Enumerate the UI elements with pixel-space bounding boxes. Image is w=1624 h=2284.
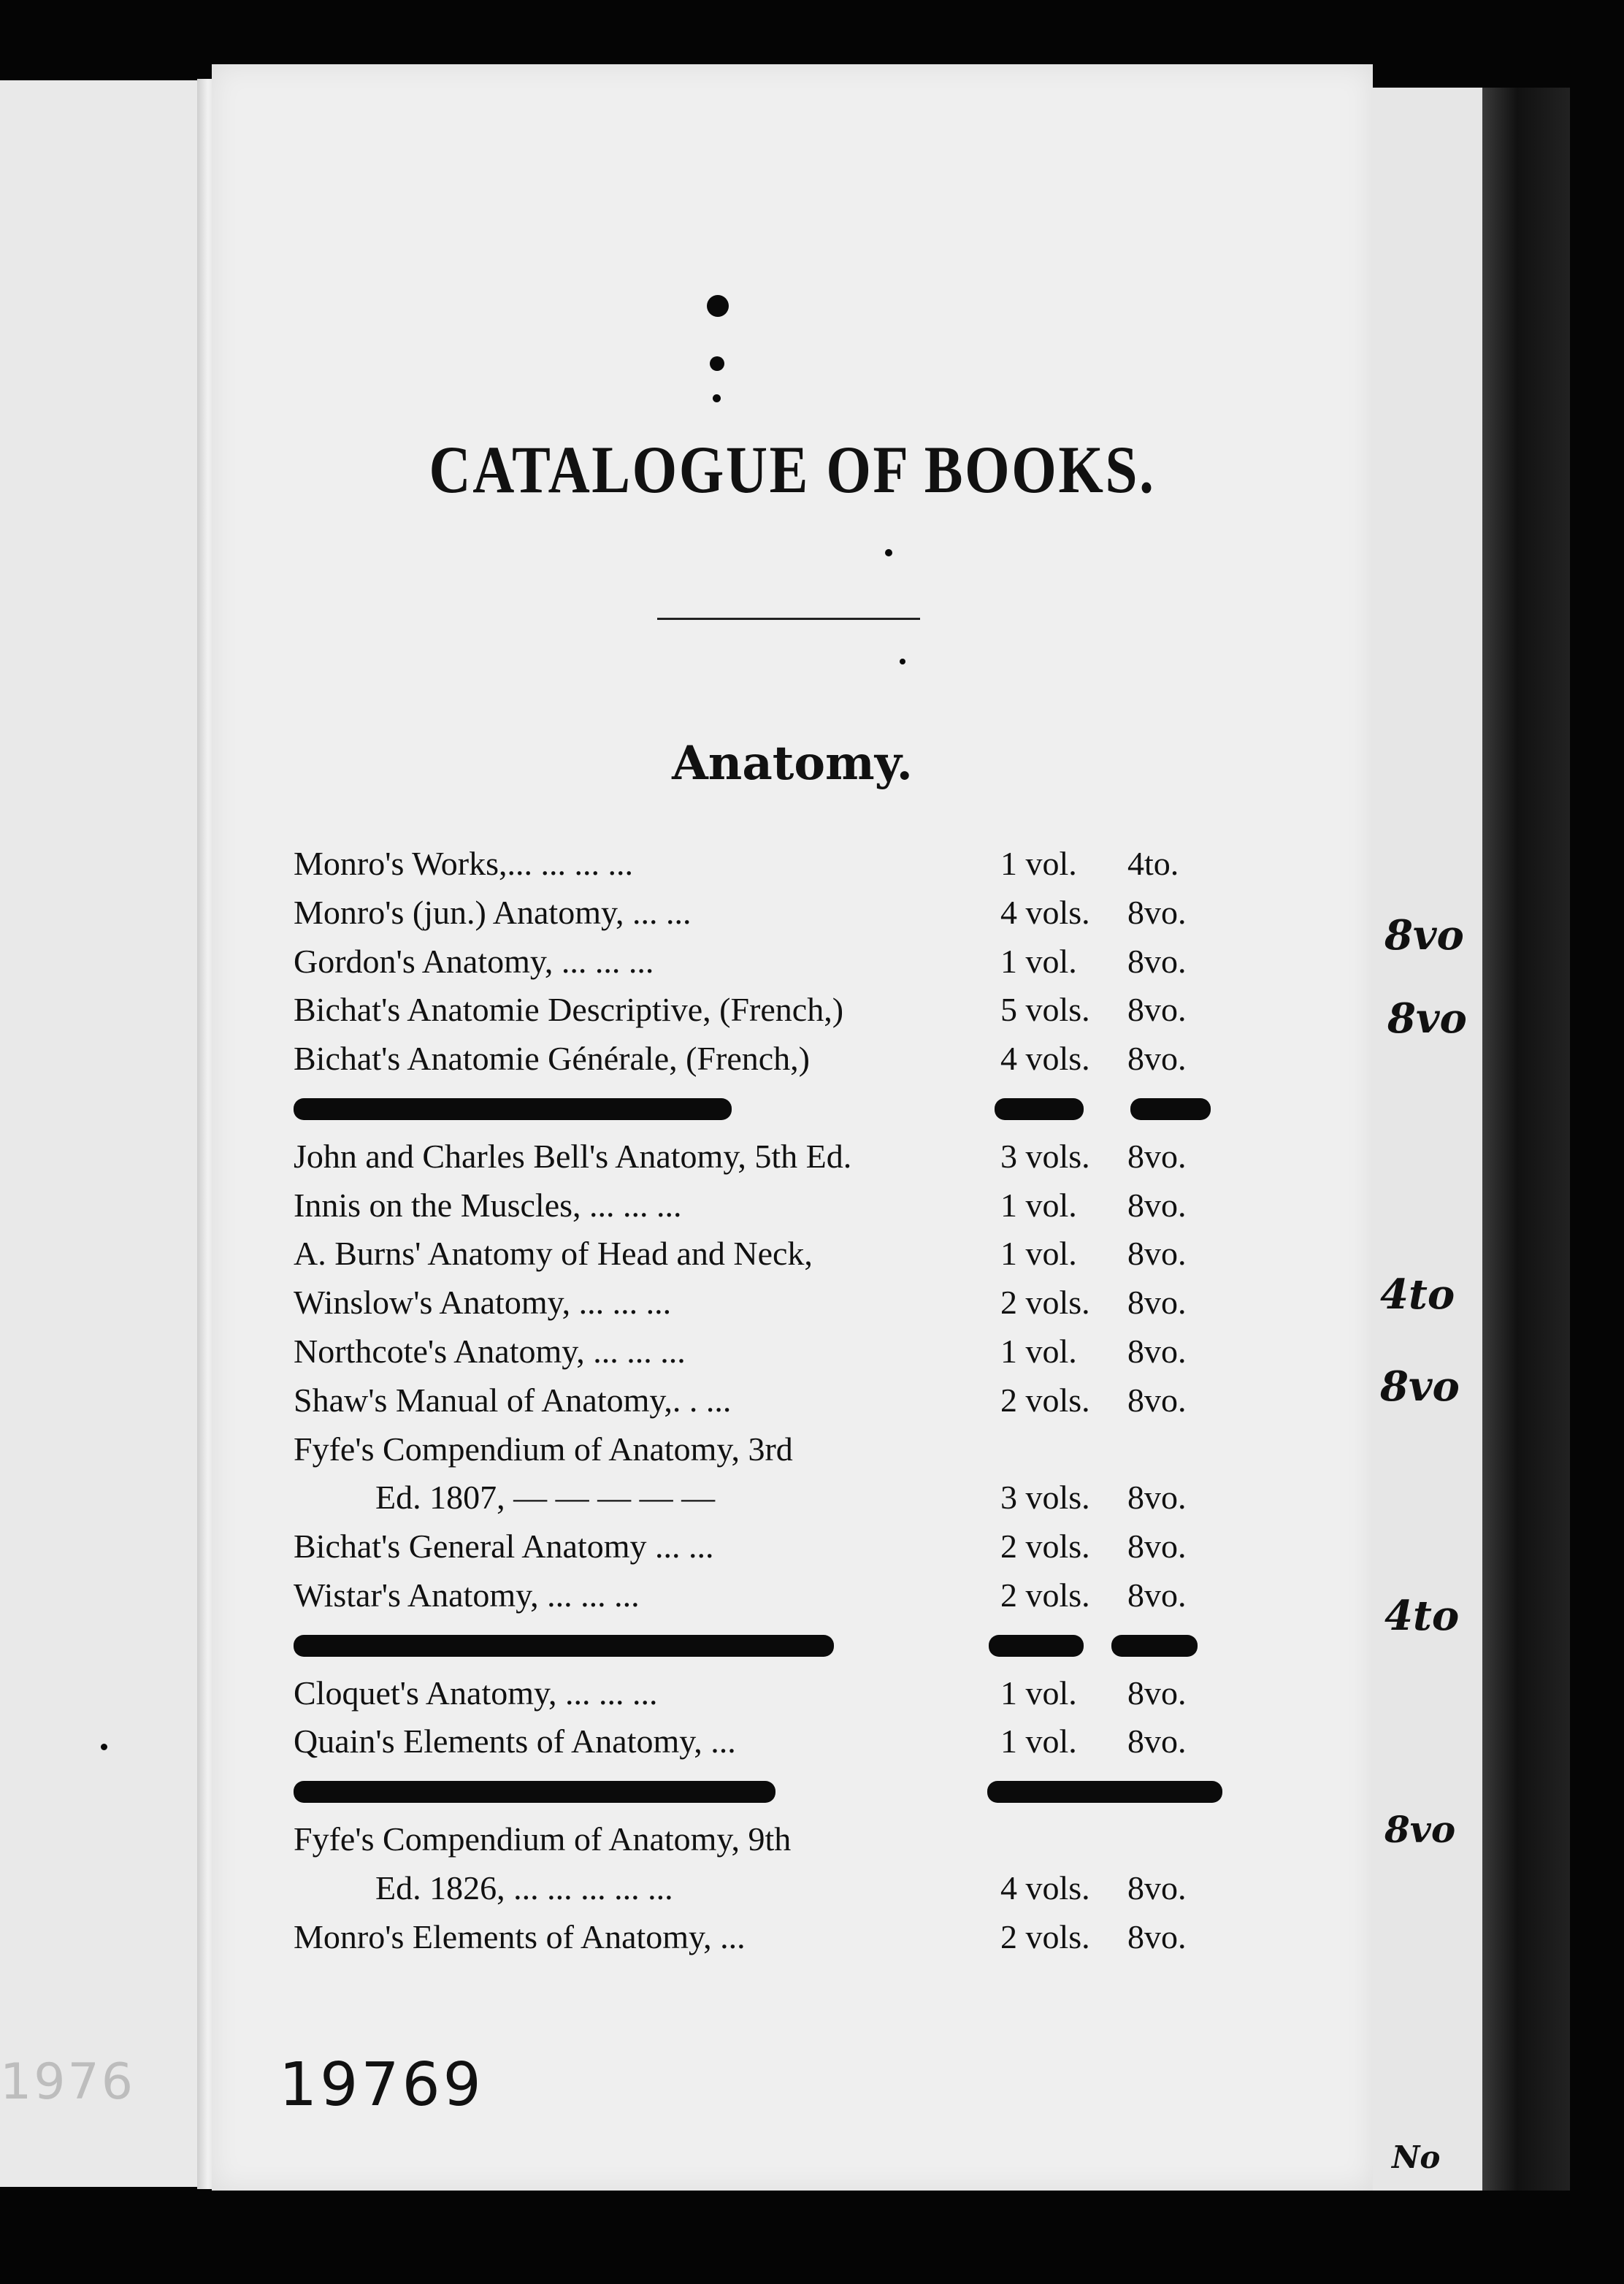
entry-title: Ed. 1826, ... ... ... ... ... <box>375 1869 673 1906</box>
entry-title: Northcote's Anatomy, ... ... ... <box>294 1332 686 1370</box>
entry-volumes: 1 vol. <box>1000 1186 1077 1224</box>
book-entry <box>294 938 1236 986</box>
left-page <box>0 80 202 2187</box>
entry-volumes: 1 vol. <box>1000 845 1077 882</box>
entry-volumes: 1 vol. <box>1000 1235 1077 1273</box>
ink-strikeout <box>987 1781 1222 1803</box>
redacted-entry <box>294 1766 1236 1815</box>
entry-title: Fyfe's Compendium of Anatomy, 9th <box>294 1820 792 1858</box>
entry-title: Shaw's Manual of Anatomy,. . ... <box>294 1381 732 1419</box>
decorative-rule <box>657 618 920 620</box>
entry-title: Monro's Works,... ... ... ... <box>294 845 634 882</box>
entry-volumes: 2 vols. <box>1000 1576 1090 1614</box>
entry-title: Bichat's Anatomie Descriptive, (French,) <box>294 991 844 1029</box>
book-entry <box>294 1571 1236 1620</box>
entry-format: 8vo. <box>1127 1284 1187 1322</box>
left-page-number: 1976 <box>0 2053 136 2111</box>
ornament-dot-small <box>713 394 721 402</box>
entry-format: 8vo. <box>1127 1332 1187 1370</box>
entry-volumes: 1 vol. <box>1000 1674 1077 1712</box>
book-entry <box>294 1376 1236 1425</box>
marginal-note: 8vo <box>1387 995 1467 1043</box>
entry-format: 8vo. <box>1127 942 1187 980</box>
entry-title: John and Charles Bell's Anatomy, 5th Ed. <box>294 1137 852 1175</box>
entry-format: 8vo. <box>1127 991 1187 1029</box>
entry-format: 8vo. <box>1127 893 1187 931</box>
marginal-note: 4to <box>1380 1271 1455 1319</box>
entry-title: Ed. 1807, — — — — — <box>375 1479 716 1517</box>
entry-format: 8vo. <box>1127 1235 1187 1273</box>
entry-format: 8vo. <box>1127 1137 1187 1175</box>
section-heading: Anatomy. <box>672 736 913 791</box>
entry-format: 8vo. <box>1127 1528 1187 1566</box>
entry-format: 8vo. <box>1127 1186 1187 1224</box>
entry-format: 8vo. <box>1127 1869 1187 1906</box>
book-entry <box>294 1425 1236 1474</box>
book-entry <box>294 1717 1236 1766</box>
ornament-dot-large <box>707 295 729 317</box>
next-page-edge <box>1373 88 1482 2191</box>
book-entry-continuation <box>294 1864 1236 1913</box>
entry-format: 8vo. <box>1127 1381 1187 1419</box>
ink-strikeout <box>989 1635 1084 1657</box>
ink-strikeout <box>294 1635 834 1657</box>
redacted-entry <box>294 1620 1236 1669</box>
entry-volumes: 2 vols. <box>1000 1528 1090 1566</box>
book-entry <box>294 1230 1236 1279</box>
marginal-note: 4to <box>1384 1592 1460 1640</box>
entry-volumes: 1 vol. <box>1000 942 1077 980</box>
entry-format: 8vo. <box>1127 1674 1187 1712</box>
ink-strikeout <box>294 1098 732 1120</box>
entry-title: Bichat's Anatomie Générale, (French,) <box>294 1040 810 1078</box>
entry-title: A. Burns' Anatomy of Head and Neck, <box>294 1235 813 1273</box>
entry-title: Wistar's Anatomy, ... ... ... <box>294 1576 640 1614</box>
marginal-note: 8vo <box>1384 1808 1456 1851</box>
book-entry <box>294 840 1236 889</box>
redacted-entry <box>294 1084 1236 1133</box>
entry-volumes: 4 vols. <box>1000 893 1090 931</box>
book-entry <box>294 1279 1236 1327</box>
entry-format: 4to. <box>1127 845 1179 882</box>
entry-title: Quain's Elements of Anatomy, ... <box>294 1722 736 1760</box>
book-list <box>294 840 1236 1961</box>
entry-volumes: 1 vol. <box>1000 1332 1077 1370</box>
ornament-dot-medium <box>710 356 724 371</box>
entry-title: Winslow's Anatomy, ... ... ... <box>294 1284 672 1322</box>
ink-strikeout <box>1111 1635 1198 1657</box>
book-entry <box>294 889 1236 938</box>
page-title: CATALOGUE OF BOOKS. <box>429 432 1156 507</box>
entry-title: Monro's (jun.) Anatomy, ... ... <box>294 893 692 931</box>
entry-title: Gordon's Anatomy, ... ... ... <box>294 942 654 980</box>
entry-title: Cloquet's Anatomy, ... ... ... <box>294 1674 658 1712</box>
entry-format: 8vo. <box>1127 1722 1187 1760</box>
entry-title: Bichat's General Anatomy ... ... <box>294 1528 714 1566</box>
ornament-dot-small <box>101 1744 107 1750</box>
book-entry <box>294 1913 1236 1962</box>
entry-title: Fyfe's Compendium of Anatomy, 3rd <box>294 1430 793 1468</box>
ink-strikeout <box>1130 1098 1211 1120</box>
entry-volumes: 2 vols. <box>1000 1381 1090 1419</box>
ornament-dot-small <box>900 659 905 664</box>
marginal-note: No <box>1392 2139 1441 2175</box>
entry-title: Innis on the Muscles, ... ... ... <box>294 1186 682 1224</box>
entry-format: 8vo. <box>1127 1040 1187 1078</box>
accession-number: 19769 <box>279 2050 484 2120</box>
entry-volumes: 4 vols. <box>1000 1040 1090 1078</box>
book-entry <box>294 1522 1236 1571</box>
ink-strikeout <box>294 1781 775 1803</box>
bleed-through-text <box>942 307 1203 359</box>
book-entry <box>294 1327 1236 1376</box>
book-entry <box>294 1035 1236 1084</box>
entry-title: Monro's Elements of Anatomy, ... <box>294 1917 746 1955</box>
book-entry <box>294 1669 1236 1718</box>
entry-format: 8vo. <box>1127 1479 1187 1517</box>
book-entry <box>294 1815 1236 1864</box>
book-entry <box>294 986 1236 1035</box>
ink-strikeout <box>995 1098 1084 1120</box>
entry-volumes: 2 vols. <box>1000 1917 1090 1955</box>
entry-volumes: 1 vol. <box>1000 1722 1077 1760</box>
marginal-note: 8vo <box>1384 911 1464 959</box>
marginal-note: 8vo <box>1380 1363 1460 1411</box>
entry-format: 8vo. <box>1127 1917 1187 1955</box>
entry-volumes: 4 vols. <box>1000 1869 1090 1906</box>
book-binding <box>1482 88 1570 2191</box>
book-entry-continuation <box>294 1474 1236 1522</box>
entry-volumes: 5 vols. <box>1000 991 1090 1029</box>
entry-volumes: 3 vols. <box>1000 1137 1090 1175</box>
book-entry <box>294 1181 1236 1230</box>
ornament-dot-small <box>885 549 892 556</box>
entry-format: 8vo. <box>1127 1576 1187 1614</box>
entry-volumes: 3 vols. <box>1000 1479 1090 1517</box>
book-entry <box>294 1133 1236 1181</box>
entry-volumes: 2 vols. <box>1000 1284 1090 1322</box>
